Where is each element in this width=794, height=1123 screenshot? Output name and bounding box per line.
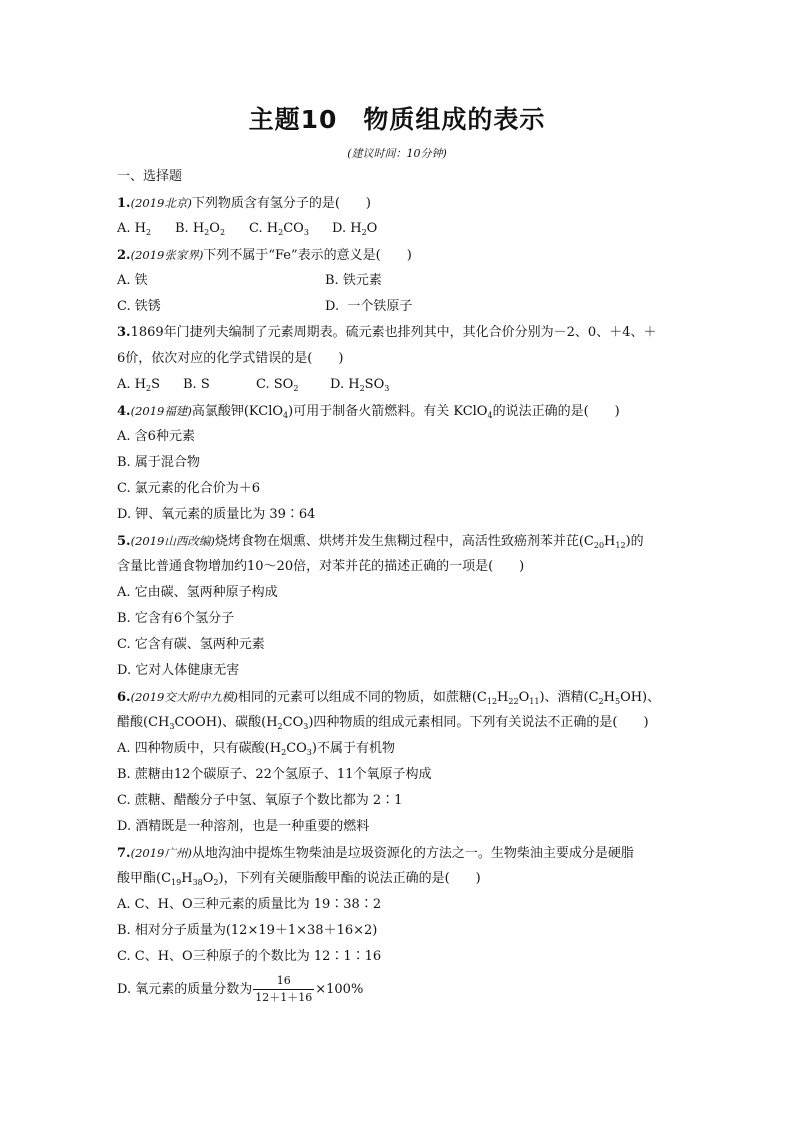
question-source: (2019张家界) [130, 248, 204, 262]
subscript: 2 [359, 384, 365, 393]
text-fragment: D. [117, 507, 132, 522]
q6-option-a[interactable] [117, 740, 395, 758]
question-number: 5. [117, 534, 131, 549]
q2-option-b[interactable] [325, 272, 382, 290]
question-source: (2019交大附中九模) [130, 690, 238, 704]
text-fragment: D. [117, 819, 132, 834]
question-text: 下列物质含有氢分子的是( ) [191, 196, 371, 211]
question-3-stem [117, 324, 656, 342]
question-source: (2019广州) [130, 846, 192, 860]
text-fragment: A. [117, 273, 131, 288]
q3-option-c[interactable] [256, 376, 298, 394]
subscript: 5 [614, 697, 621, 706]
q7-option-b[interactable] [117, 922, 377, 940]
text-fragment: 酸甲酯(C [117, 871, 172, 886]
text-fragment: A. [117, 897, 131, 912]
subscript: 3 [169, 722, 175, 731]
q5-option-d[interactable] [117, 662, 239, 680]
q5-option-c[interactable] [117, 636, 265, 654]
q6-option-b[interactable] [117, 766, 431, 784]
text-fragment: C、H、O三种元素的质量比为 19∶38∶2 [134, 897, 382, 912]
q2-option-c[interactable] [117, 298, 161, 316]
title-sub: 物质组成的表示 [363, 105, 546, 134]
text-fragment: B. [117, 923, 131, 938]
text-fragment: A. [117, 429, 131, 444]
text-fragment: )可用于制备火箭燃料。有关 KClO [288, 404, 488, 419]
subscript: 2 [293, 384, 299, 393]
text-fragment: 它含有碳、氢两种元素 [134, 637, 265, 652]
text-fragment: C. [117, 637, 131, 652]
question-7-stem-line2 [117, 870, 481, 888]
q4-option-c[interactable] [117, 480, 260, 498]
text-fragment: C. [249, 221, 263, 236]
q2-option-a[interactable] [117, 272, 148, 290]
text-fragment: H [134, 377, 147, 392]
text-fragment: 属于混合物 [134, 455, 200, 470]
question-number: 6. [117, 690, 131, 705]
subscript: 12 [486, 697, 498, 706]
q5-option-a[interactable] [117, 584, 278, 602]
subscript: 3 [303, 722, 309, 731]
subscript: 2 [204, 228, 210, 237]
text-fragment: )四种物质的组成元素相同。下列有关说法不正确的是( ) [308, 715, 649, 730]
q7-option-a[interactable] [117, 896, 381, 914]
text-fragment: 高氯酸钾(KClO [191, 404, 284, 419]
text-fragment: C. [117, 793, 131, 808]
text-fragment: D. [117, 663, 132, 678]
subscript: 3 [384, 384, 390, 393]
suggested-time: (建议时间：10分钟) [347, 147, 447, 160]
text-fragment: H [348, 377, 360, 392]
fraction-numerator: 16 [253, 974, 314, 990]
text-fragment: )，下列有关硬脂酸甲酯的说法正确的是( ) [218, 871, 481, 886]
mass-fraction [253, 974, 314, 1005]
subscript: 2 [598, 697, 604, 706]
title-main: 主题10 [248, 105, 338, 134]
text-fragment: H [497, 690, 509, 705]
q4-option-a[interactable] [117, 428, 195, 446]
text-fragment: H [350, 221, 362, 236]
subscript: 2 [219, 228, 226, 237]
subscript: 2 [277, 722, 283, 731]
question-text: 下列不属于“Fe”表示的意义是( ) [203, 248, 412, 263]
text-fragment: H [192, 221, 205, 236]
q5-option-b[interactable] [117, 610, 234, 628]
text-fragment: 铁 [134, 273, 148, 288]
text-fragment: 一个铁原子 [347, 299, 413, 314]
q1-option-c[interactable] [249, 220, 309, 238]
text-fragment: 它由碳、氢两种原子构成 [134, 585, 278, 600]
text-fragment: D. [332, 221, 347, 236]
subscript: 2 [361, 228, 367, 237]
question-7-stem [117, 844, 634, 863]
fraction-denominator: 12＋1＋16 [255, 991, 313, 1004]
text-fragment: OH)、 [620, 690, 661, 705]
text-fragment: B. [175, 221, 189, 236]
text-fragment: 酒精既是一种溶剂，也是一种重要的燃料 [135, 819, 370, 834]
q7-option-d[interactable] [117, 972, 363, 1008]
text-fragment: 蔗糖由12个碳原子、22个氢原子、11个氧原子构成 [134, 767, 432, 782]
text-fragment: 它对人体健康无害 [135, 663, 240, 678]
text-fragment: S [151, 377, 161, 392]
text-fragment: C. [117, 481, 131, 496]
text-fragment: B. [183, 377, 197, 392]
q3-option-d[interactable] [330, 376, 389, 394]
subscript: 11 [529, 697, 540, 706]
text-fragment: SO [273, 377, 294, 392]
text-fragment: SO [364, 377, 385, 392]
question-3-stem-line2: 6价，依次对应的化学式错误的是( ) [117, 351, 344, 366]
text-fragment: B. [117, 455, 131, 470]
text-fragment: 的说法正确的是( ) [492, 404, 620, 419]
text-fragment: D. [325, 299, 340, 314]
text-fragment: B. [117, 611, 131, 626]
subscript: 38 [192, 878, 203, 887]
question-number: 3. [117, 325, 131, 340]
question-source: (2019福建) [130, 404, 192, 418]
text-fragment: 铁元素 [342, 273, 382, 288]
text-fragment: 相对分子质量为(12×19＋1×38＋16×2) [134, 923, 378, 938]
question-source: (2019北京) [130, 196, 192, 210]
subscript: 2 [278, 228, 284, 237]
subscript: 2 [146, 384, 152, 393]
section-heading: 一、选择题 [117, 169, 183, 184]
text-fragment: 它含有6个氢分子 [134, 611, 235, 626]
text-fragment: 四种物质中，只有碳酸(H [134, 741, 282, 756]
text-fragment: A. [117, 585, 131, 600]
subscript: 4 [283, 411, 289, 420]
text-fragment: A. [117, 221, 131, 236]
q1-option-d[interactable] [332, 220, 377, 238]
question-6-stem-line2 [117, 714, 649, 732]
q1-option-b[interactable] [175, 220, 225, 238]
question-source: (2019山西改编) [130, 534, 215, 548]
text-fragment: 相同的元素可以组成不同的物质，如蔗糖(C [237, 690, 487, 705]
q6-option-d[interactable] [117, 818, 369, 836]
text-fragment: H [181, 871, 193, 886]
subscript: 2 [213, 878, 219, 887]
text-fragment: 氯元素的化合价为＋6 [134, 481, 261, 496]
text-fragment: 醋酸(CH [117, 715, 170, 730]
text-fragment: D. [330, 377, 345, 392]
q4-option-b[interactable] [117, 454, 200, 472]
q3-option-b[interactable] [183, 376, 210, 394]
question-2-stem [117, 246, 412, 265]
text-fragment: 氧元素的质量分数为 [135, 982, 253, 997]
question-number: 2. [117, 248, 131, 263]
subscript: 22 [508, 697, 519, 706]
text-fragment: 铁锈 [134, 299, 161, 314]
text-fragment: 从地沟油中提炼生物柴油是垃圾资源化的方法之一。生物柴油主要成分是硬脂 [191, 846, 634, 861]
text-fragment: H [604, 534, 616, 549]
subscript: 3 [303, 228, 309, 237]
q7-option-c[interactable] [117, 948, 381, 966]
text-fragment: H [603, 690, 615, 705]
text-fragment: D. [117, 982, 132, 997]
q4-option-d[interactable] [117, 506, 315, 524]
text-fragment: 钾、氧元素的质量比为 39∶64 [135, 507, 316, 522]
text-fragment: )的 [625, 534, 644, 549]
subscript: 4 [487, 411, 493, 420]
question-5-stem [117, 532, 644, 551]
subscript: 12 [615, 541, 626, 550]
question-4-stem [117, 402, 620, 421]
text-fragment: C. [117, 949, 131, 964]
question-text: 1869年门捷列夫编制了元素周期表。硫元素也排列其中，其化合价分别为－2、0、＋4、＋ [130, 325, 657, 340]
text-fragment: S [200, 377, 210, 392]
subscript: 2 [146, 228, 152, 237]
subscript: 20 [593, 541, 605, 550]
text-fragment: CO [282, 715, 304, 730]
subscript: 3 [306, 748, 312, 757]
text-fragment: )、酒精(C [539, 690, 599, 705]
text-fragment: C. [256, 377, 270, 392]
text-fragment: CO [286, 741, 307, 756]
text-fragment: O [202, 871, 214, 886]
text-fragment: COOH)、碳酸(H [174, 715, 278, 730]
q3-option-a[interactable] [117, 376, 160, 394]
text-fragment: C. [117, 299, 131, 314]
text-fragment: H [134, 221, 147, 236]
question-number: 4. [117, 404, 131, 419]
text-fragment: 蔗糖、醋酸分子中氢、氧原子个数比都为 2∶1 [134, 793, 403, 808]
question-5-stem-line2: 含量比普通食物增加约10～20倍，对苯并芘的描述正确的一项是( ) [117, 559, 525, 574]
text-fragment: )不属于有机物 [311, 741, 395, 756]
subscript: 2 [281, 748, 287, 757]
text-fragment: C、H、O三种原子的个数比为 12∶1∶16 [134, 949, 382, 964]
text-fragment: CO [283, 221, 304, 236]
text-fragment: H [266, 221, 279, 236]
question-1-stem [117, 194, 371, 213]
text-fragment: A. [117, 741, 131, 756]
text-fragment: O [209, 221, 220, 236]
text-fragment: B. [325, 273, 339, 288]
question-number: 1. [117, 196, 131, 211]
question-6-stem [117, 688, 660, 707]
text-fragment: 含6种元素 [134, 429, 195, 444]
q2-option-d[interactable] [325, 298, 412, 316]
subscript: 19 [171, 878, 182, 887]
text-fragment: O [518, 690, 530, 705]
question-number: 7. [117, 846, 131, 861]
text-fragment: O [366, 221, 378, 236]
page-title [0, 100, 794, 136]
text-fragment: A. [117, 377, 131, 392]
text-fragment: B. [117, 767, 131, 782]
q1-option-a[interactable] [117, 220, 151, 238]
q6-option-c[interactable] [117, 792, 402, 810]
text-fragment: ×100% [315, 982, 364, 997]
text-fragment: 烧烤食物在烟熏、烘烤并发生焦糊过程中，高活性致癌剂苯并芘(C [214, 534, 594, 549]
